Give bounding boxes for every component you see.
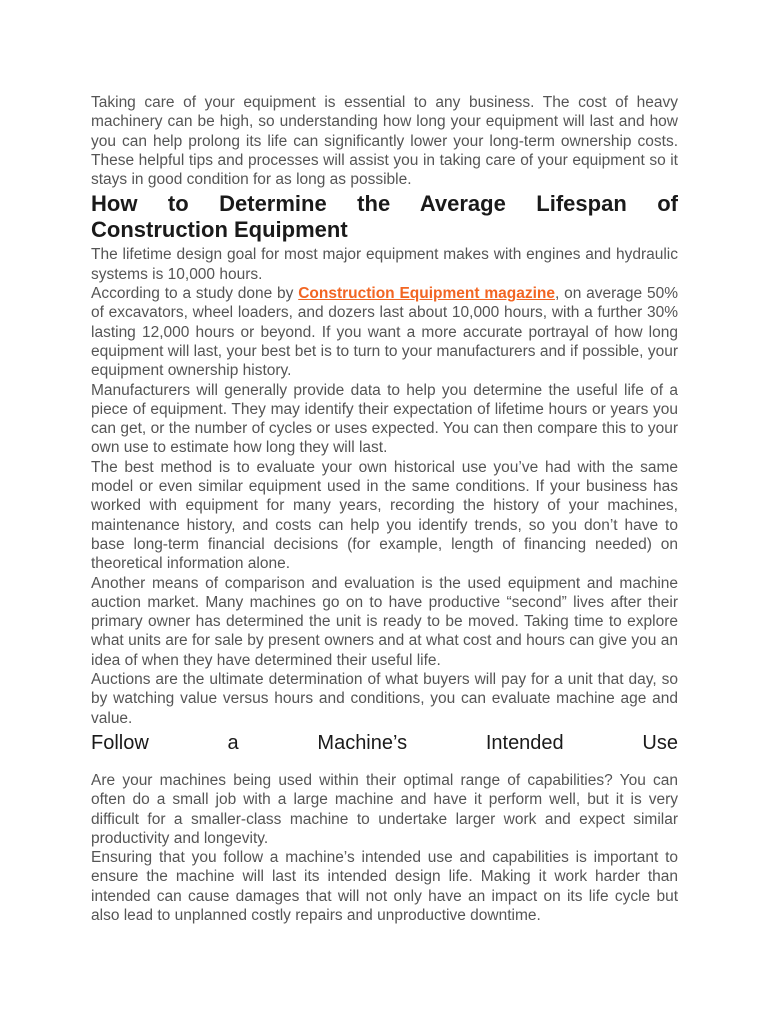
intended-use-paragraph-1: Are your machines being used within their optimal range of capabilities? You can often do a small job with a large machine and have it perform well, but it is very difficult for a smaller-class machine to undertake larger work and expect similar productivity and longevity.: [91, 771, 678, 847]
study-text-before: According to a study done by: [91, 285, 299, 303]
section-heading-lifespan: [91, 191, 678, 243]
section-heading-intended-use: Follow a Machine’s Intended Use: [91, 731, 678, 754]
intended-use-paragraph-2: Ensuring that you follow a machine’s intended use and capabilities is important to ensure the machine will last its intended design life. Making it work harder than intended can cause damages that will not only have an impact on its life cycle but also lead to unplanned costly repairs and unproductive downtime.: [91, 849, 678, 924]
lifespan-paragraph-4: The best method is to evaluate your own historical use you’ve had with the same model or even similar equipment used in the same conditions. If your business has worked with equipment for many years, recording the history of your machines, maintenance history, and costs can help you identify trends, so you don’t have to base long-term financial decisions (for example, length of financing needed) on theoretical information alone.: [91, 458, 678, 573]
heading-line-1: How to Determine the Average Lifespan of: [91, 191, 678, 217]
document-page: [91, 93, 678, 925]
heading-line-2: Construction Equipment: [91, 217, 348, 243]
lifespan-paragraph-2: [91, 284, 678, 380]
intro-paragraph: Taking care of your equipment is essential to any business. The cost of heavy machinery can be high, so understanding how long your equipment will last and how you can help prolong its life can significantly lower your long-term ownership costs. These helpful tips and processes will assist you in taking care of your equipment so it stays in good condition for as long as possible.: [91, 94, 678, 189]
lifespan-paragraph-3: Manufacturers will generally provide data to help you determine the useful life of a piece of equipment. They may identify their expectation of lifetime hours or years you can get, or the number of cycles or uses expected. You can then compare this to your own use to estimate how long they will last.: [91, 381, 678, 457]
study-text-after: , on average 50% of excavators, wheel loaders, and dozers last about 10,000 hours, with a further 30% lasting 12,000 hours or beyond. If you want a more accurate portrayal of how long equipment will last, your best bet is to turn to your manufacturers and if possible, your equipment ownership history.: [91, 285, 678, 380]
construction-equipment-magazine-link[interactable]: Construction Equipment magazine: [298, 285, 555, 303]
lifespan-paragraph-1: The lifetime design goal for most major equipment makes with engines and hydraulic systems is 10,000 hours.: [91, 246, 678, 283]
lifespan-paragraph-5: Another means of comparison and evaluation is the used equipment and machine auction market. Many machines go on to have productive “second” lives after their primary owner has determined the unit is ready to be moved. Taking time to explore what units are for sale by present owners and at what cost and hours can give you an idea of when they have determined their useful life.: [91, 574, 678, 669]
lifespan-paragraph-6: Auctions are the ultimate determination of what buyers will pay for a unit that day, so by watching value versus hours and conditions, you can evaluate machine age and value.: [91, 671, 678, 727]
